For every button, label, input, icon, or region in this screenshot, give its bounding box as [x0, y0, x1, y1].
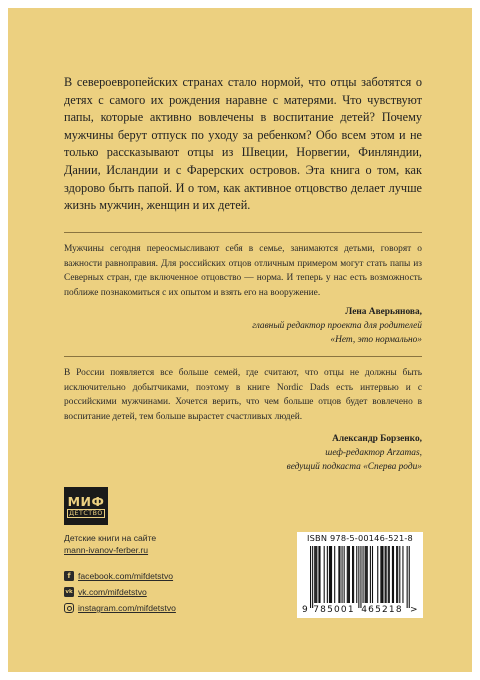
isbn-number: ISBN 978-5-00146-521-8: [307, 533, 413, 543]
author-role: шеф-редактор Arzamas,: [325, 448, 422, 459]
publisher-logo: [64, 487, 108, 525]
author-role: «Нет, это нормально»: [330, 335, 422, 346]
barcode-bar: [348, 546, 349, 603]
barcode-bar: [352, 546, 353, 603]
instagram-link[interactable]: instagram.com/mifdetstvo: [78, 603, 176, 613]
barcode-bar: [318, 546, 319, 603]
barcode-bar: [367, 546, 368, 603]
barcode-bar: [319, 546, 320, 603]
barcode-bar: [342, 546, 343, 603]
barcode-arrow: >: [410, 605, 418, 615]
barcode-bar: [339, 546, 340, 603]
barcode-bar: [363, 546, 364, 603]
barcode-bar: [377, 546, 378, 603]
barcode-bar: [380, 546, 381, 603]
barcode-bar: [358, 546, 359, 608]
barcode-bar: [316, 546, 317, 603]
site-link[interactable]: mann-ivanov-ferber.ru: [64, 545, 149, 556]
barcode-bar: [397, 546, 398, 603]
barcode-bar: [388, 546, 389, 603]
author-name: Александр Борзенко,: [332, 434, 422, 444]
barcode-bar: [402, 546, 403, 603]
facebook-icon: f: [64, 571, 74, 581]
barcode-bar: [353, 546, 354, 603]
quote-borzenko-text: В России появляется все больше семей, где считают, что отцы не должны быть исключительно добытчиками, поэтому в книге Nordic Dads есть интервью и с российскими мужчинами. Хочется верить, что чем больше отцов будет вовлечено в воспитание детей, тем больше вырастет счастливых людей.: [64, 368, 422, 422]
site-info: [64, 532, 156, 557]
barcode-bar: [392, 546, 393, 603]
book-description: В североевропейских странах стало нормой, что отцы заботятся о детях с самого их рождения наравне с матерями. Что чувствуют папы, которые активно вовлечены в воспитание детей? Почему мужчины берут отпуск по уходу за ребенком? Обо всем этом и не только рассказывают отцы из Швеции, Норвегии, Финляндии, Дании, Исландии и с Фарерских островов. Эта книга о том, как здорово быть папой. И о том, как активное отцовство делает лучше жизнь мужчин, женщин и их детей.: [64, 75, 422, 213]
barcode-bar: [409, 546, 410, 608]
barcode-bar: [386, 546, 387, 603]
barcode-bar: [338, 546, 339, 603]
barcode-bar: [396, 546, 397, 603]
author-role: ведущий подкаста «Сперва роди»: [286, 462, 422, 473]
barcode-bar: [370, 546, 371, 603]
site-label: Детские книги на сайте: [64, 533, 157, 543]
barcode-bar: [366, 546, 367, 603]
barcode-bar: [331, 546, 332, 603]
barcode-bar: [385, 546, 386, 603]
barcode-bar: [407, 546, 408, 608]
social-instagram[interactable]: [64, 602, 176, 614]
barcode-bar: [327, 546, 328, 603]
facebook-link[interactable]: facebook.com/mifdetstvo: [78, 571, 174, 581]
barcode-bar: [344, 546, 345, 603]
barcode-bar: [312, 546, 313, 608]
author-name: Лена Аверьянова,: [345, 307, 422, 317]
quote-averyanova-text: Мужчины сегодня переосмысливают себя в семье, занимаются детьми, говорят о важности равноправия. Для российских отцов отличным примером могут стать папы из Северных стран, где включенное отцовство — норма. И теперь у нас есть возможность поближе познакомиться с их опытом и взять его на вооружение.: [64, 244, 422, 298]
barcode-bar: [381, 546, 382, 603]
logo-brand: МИФ: [67, 493, 105, 509]
divider-middle: [64, 356, 422, 357]
barcode-bar: [329, 546, 330, 603]
barcode-first-digit: 9: [302, 605, 308, 615]
vk-icon: vk: [65, 589, 73, 595]
barcode: [297, 532, 423, 618]
instagram-icon: [64, 603, 74, 613]
barcode-bar: [365, 546, 366, 603]
barcode-block: [297, 532, 423, 618]
social-vk[interactable]: [64, 586, 147, 598]
barcode-bar: [399, 546, 400, 603]
barcode-bar: [315, 546, 316, 603]
barcode-bar: [382, 546, 383, 603]
barcode-bar: [349, 546, 350, 603]
social-facebook[interactable]: [64, 570, 173, 582]
barcode-left-digits: 785001: [313, 605, 355, 615]
logo-sub: ДЕТСТВО: [69, 509, 103, 517]
barcode-bar: [314, 546, 315, 603]
quote-averyanova-author: [252, 305, 422, 348]
divider-top: [64, 232, 422, 233]
barcode-bar: [330, 546, 331, 603]
barcode-right-digits: 465218: [361, 605, 403, 615]
barcode-bar: [356, 546, 357, 603]
barcode-bar: [310, 546, 311, 608]
barcode-bar: [360, 546, 361, 608]
barcode-bar: [372, 546, 373, 603]
barcode-bar: [347, 546, 348, 603]
quote-borzenko-author: [287, 432, 422, 475]
barcode-bar: [389, 546, 390, 603]
barcode-bar: [334, 546, 335, 603]
barcode-bar: [393, 546, 394, 603]
barcode-bar: [324, 546, 325, 603]
vk-link[interactable]: vk.com/mifdetstvo: [78, 587, 147, 597]
author-role: главный редактор проекта для родителей: [252, 321, 422, 332]
